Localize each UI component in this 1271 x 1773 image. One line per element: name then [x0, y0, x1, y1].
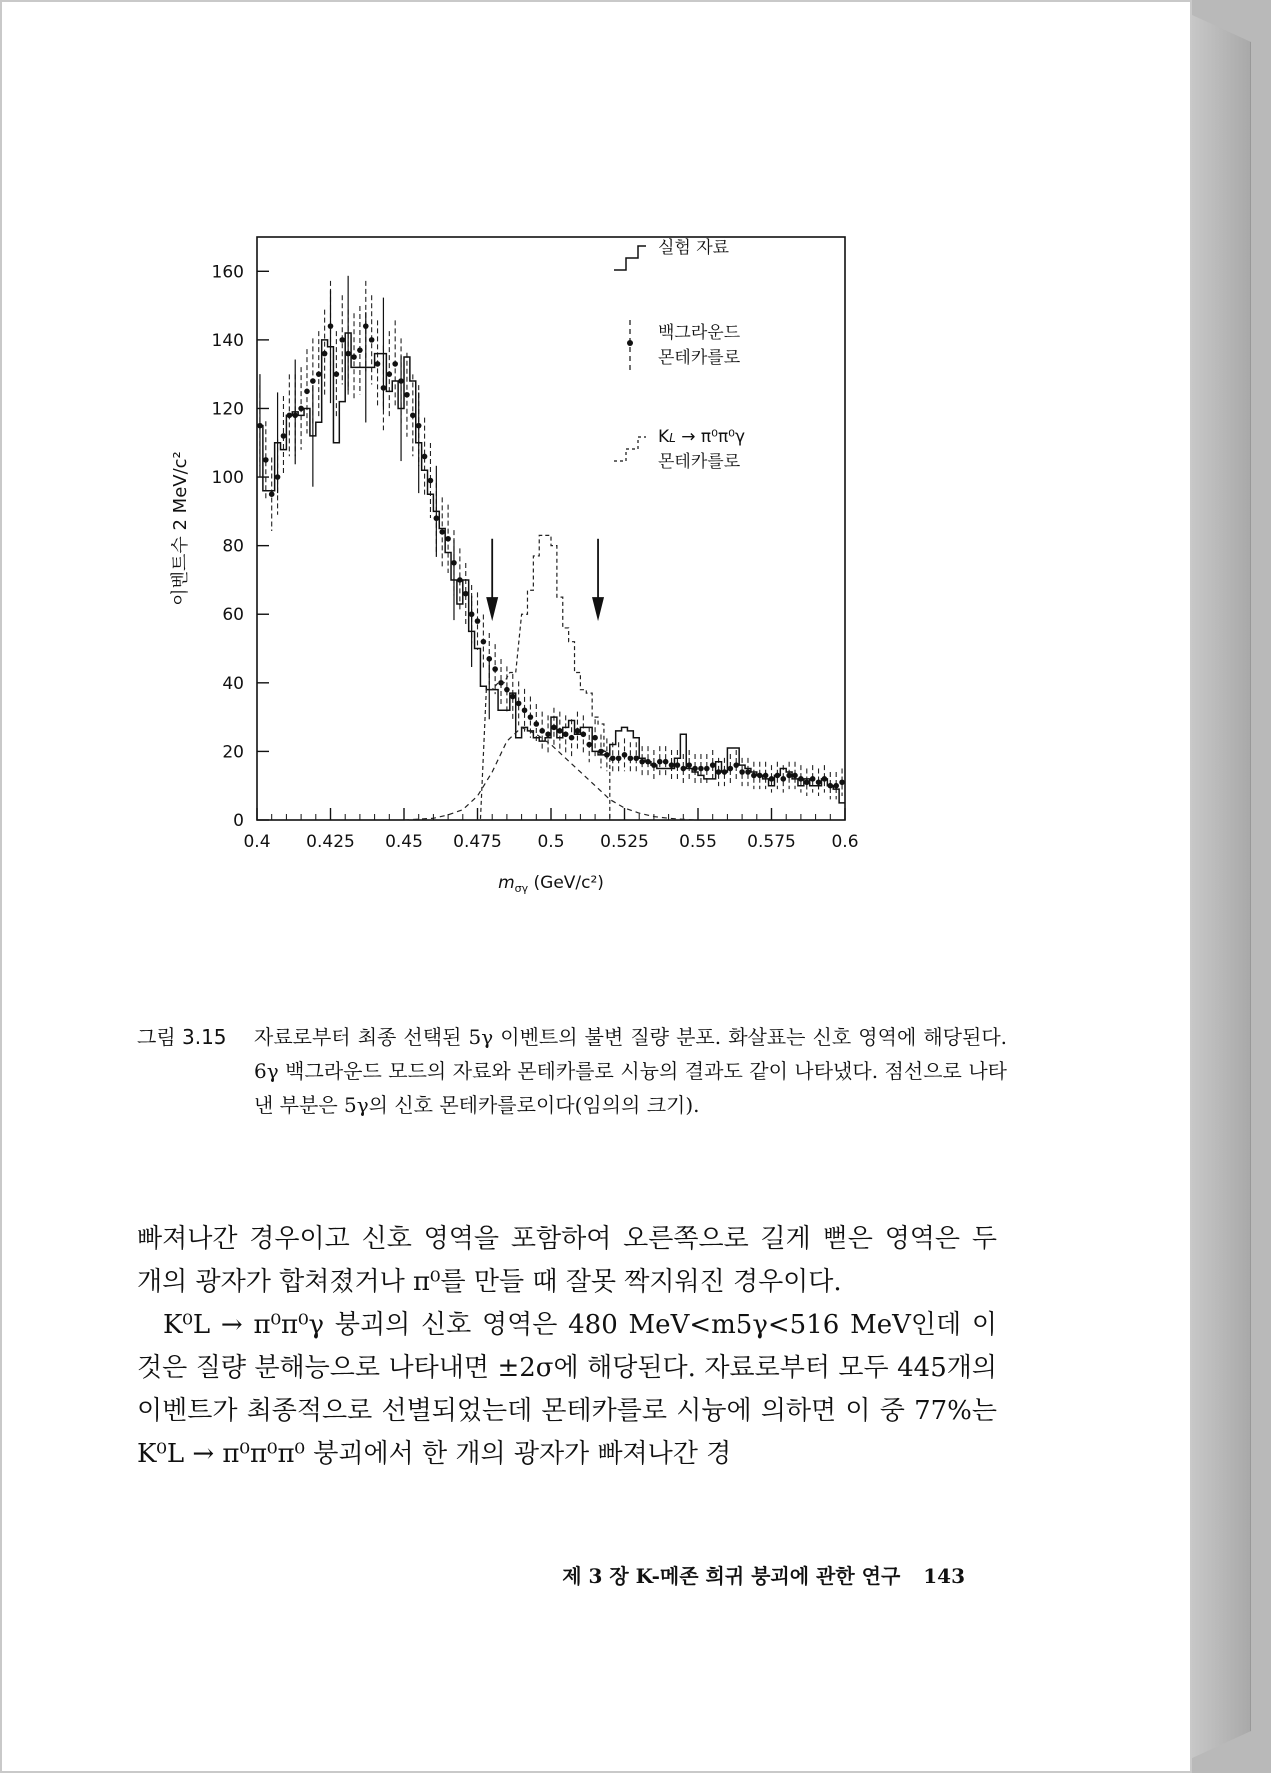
bg-mc-point — [681, 766, 687, 772]
bg-mc-point — [392, 361, 398, 367]
x-tick-label: 0.425 — [306, 832, 355, 852]
bg-mc-point — [804, 779, 810, 785]
bg-mc-point — [792, 773, 798, 779]
bg-mc-point — [575, 728, 581, 734]
bg-mc-point — [334, 371, 340, 377]
y-axis-label: 이벤트수 2 MeV/c² — [170, 451, 191, 606]
bg-mc-point — [833, 783, 839, 789]
y-tick-label: 120 — [211, 399, 244, 420]
bg-mc-point — [551, 725, 557, 731]
signal-region-arrow-head — [486, 597, 498, 621]
bg-mc-point — [316, 371, 322, 377]
bg-mc-point — [657, 759, 663, 765]
bg-mc-point — [263, 457, 269, 463]
bg-mc-point — [622, 752, 628, 758]
bg-mc-point — [475, 618, 481, 624]
bg-mc-point — [528, 714, 534, 720]
bg-mc-point — [686, 762, 692, 768]
bg-mc-point — [281, 433, 287, 439]
legend-bg-dot-symbol — [627, 340, 633, 346]
bg-mc-point — [763, 773, 769, 779]
bg-mc-point — [439, 529, 445, 535]
bg-mc-point — [810, 776, 816, 782]
bg-mc-point — [816, 779, 822, 785]
data-histogram-line — [257, 333, 845, 803]
bg-mc-point — [780, 776, 786, 782]
y-tick-label: 160 — [211, 262, 244, 283]
page-footer — [546, 1560, 965, 1589]
y-tick-label: 60 — [222, 605, 244, 626]
running-header-chapter: 제 3 장 K-메존 희귀 붕괴에 관한 연구 — [562, 1564, 901, 1588]
bg-mc-point — [463, 591, 469, 597]
x-tick-label: 0.525 — [600, 832, 649, 852]
figure-caption — [137, 1020, 1007, 1122]
bg-mc-point — [798, 776, 804, 782]
bg-mc-point — [710, 762, 716, 768]
bg-mc-point — [633, 755, 639, 761]
bg-mc-point — [739, 769, 745, 775]
x-tick-label: 0.4 — [243, 832, 271, 852]
x-tick-label: 0.475 — [453, 832, 502, 852]
y-tick-label: 80 — [222, 536, 244, 557]
bg-mc-point — [522, 707, 528, 713]
bg-mc-point — [751, 773, 757, 779]
bg-mc-point — [357, 347, 363, 353]
bg-mc-point — [481, 639, 487, 645]
bg-mc-point — [534, 721, 540, 727]
bg-mc-point — [639, 759, 645, 765]
histogram-chart — [150, 220, 990, 1010]
bg-mc-point — [592, 735, 598, 741]
bg-mc-point — [387, 371, 393, 377]
bg-mc-point — [539, 728, 545, 734]
bg-mc-point — [422, 454, 428, 460]
bg-mc-point — [716, 769, 722, 775]
bg-mc-point — [839, 779, 845, 785]
bg-mc-point — [410, 413, 416, 419]
bg-mc-point — [298, 406, 304, 412]
legend-signal-label-2: 몬테카를로 — [658, 452, 741, 472]
bg-mc-point — [586, 742, 592, 748]
bg-mc-point — [698, 766, 704, 772]
bg-mc-point — [339, 337, 345, 343]
legend-bg-label-1: 백그라운드 — [658, 323, 741, 343]
signal-shape-curve — [404, 727, 698, 820]
legend-signal-symbol — [614, 437, 646, 461]
bg-mc-point — [628, 755, 634, 761]
page-edge — [1190, 14, 1251, 1759]
y-tick-label: 140 — [211, 330, 244, 351]
legend-signal-label-1: KL → π⁰π⁰γ — [658, 427, 746, 447]
bg-mc-point — [375, 361, 381, 367]
x-axis-label: $m_{\sigma\gamma}$ (GeV/c²) — [498, 873, 604, 895]
bg-mc-point — [510, 694, 516, 700]
bg-mc-point — [728, 766, 734, 772]
bg-mc-point — [428, 478, 434, 484]
x-tick-label: 0.55 — [679, 832, 717, 852]
x-tick-label: 0.45 — [385, 832, 423, 852]
caption-label: 그림 3.15 — [137, 1025, 227, 1049]
bg-mc-point — [492, 666, 498, 672]
y-tick-label: 0 — [233, 811, 244, 831]
bg-mc-point — [669, 762, 675, 768]
x-tick-label: 0.6 — [831, 832, 859, 852]
body-paragraph-2: K⁰L → π⁰π⁰γ 붕괴의 신호 영역은 480 MeV<m5γ<516 MeV인데 이것은 질량 분해능으로 나타내면 ±2σ에 해당된다. 자료로부터 모두 445개의 이벤트가 최종적으로 선별되었는데 몬테카를로 시늉에 의하면 이 중 77%는 K⁰L → π⁰π⁰π⁰ 붕괴에서 한 개의 광자가 빠져나간 경 — [137, 1310, 997, 1469]
page-number: 143 — [923, 1564, 965, 1588]
bg-mc-point — [581, 731, 587, 737]
bg-mc-point — [745, 769, 751, 775]
bg-mc-point — [404, 392, 410, 398]
y-tick-label: 20 — [222, 742, 244, 763]
caption-text: 자료로부터 최종 선택된 5γ 이벤트의 불변 질량 분포. 화살표는 신호 영역에 해당된다. 6γ 백그라운드 모드의 자료와 몬테카를로 시늉의 결과도 같이 나타냈다. 점선으로 나타낸 부분은 5γ의 신호 몬테카를로이다(임의의 크기). — [254, 1025, 1007, 1117]
y-tick-label: 100 — [211, 468, 244, 489]
bg-mc-point — [704, 766, 710, 772]
bg-mc-point — [445, 536, 451, 542]
bg-mc-point — [304, 389, 310, 395]
y-tick-label: 40 — [222, 673, 244, 694]
bg-mc-point — [351, 354, 357, 360]
bg-mc-point — [569, 735, 575, 741]
x-tick-label: 0.5 — [537, 832, 565, 852]
signal-region-arrow-head — [592, 597, 604, 621]
bg-mc-point — [663, 759, 669, 765]
bg-mc-point — [616, 755, 622, 761]
bg-mc-point — [269, 491, 275, 497]
bg-mc-point — [557, 728, 563, 734]
bg-mc-point — [310, 378, 316, 384]
bg-mc-point — [610, 755, 616, 761]
bg-mc-point — [733, 762, 739, 768]
legend-data-symbol — [614, 246, 646, 270]
body-paragraph-1: 빠져나간 경우이고 신호 영역을 포함하여 오른쪽으로 길게 뻗은 영역은 두 개의 광자가 합쳐졌거나 π⁰를 만들 때 잘못 짝지워진 경우이다. — [137, 1224, 997, 1297]
bg-mc-point — [769, 776, 775, 782]
bg-mc-point — [545, 731, 551, 737]
figure-3-15 — [150, 220, 990, 1010]
bg-mc-point — [675, 762, 681, 768]
bg-mc-point — [786, 773, 792, 779]
x-tick-label: 0.575 — [747, 832, 796, 852]
body-text — [137, 1218, 997, 1476]
bg-mc-point — [598, 749, 604, 755]
bg-mc-point — [563, 731, 569, 737]
bg-mc-point — [504, 687, 510, 693]
signal-mc-histogram-line — [475, 535, 622, 820]
bg-mc-point — [322, 351, 328, 357]
bg-mc-point — [457, 577, 463, 583]
legend-bg-label-2: 몬테카를로 — [658, 348, 741, 368]
bg-mc-point — [516, 701, 522, 707]
legend-data-label: 실험 자료 — [658, 238, 730, 258]
bg-mc-point — [692, 766, 698, 772]
bg-mc-point — [369, 337, 375, 343]
